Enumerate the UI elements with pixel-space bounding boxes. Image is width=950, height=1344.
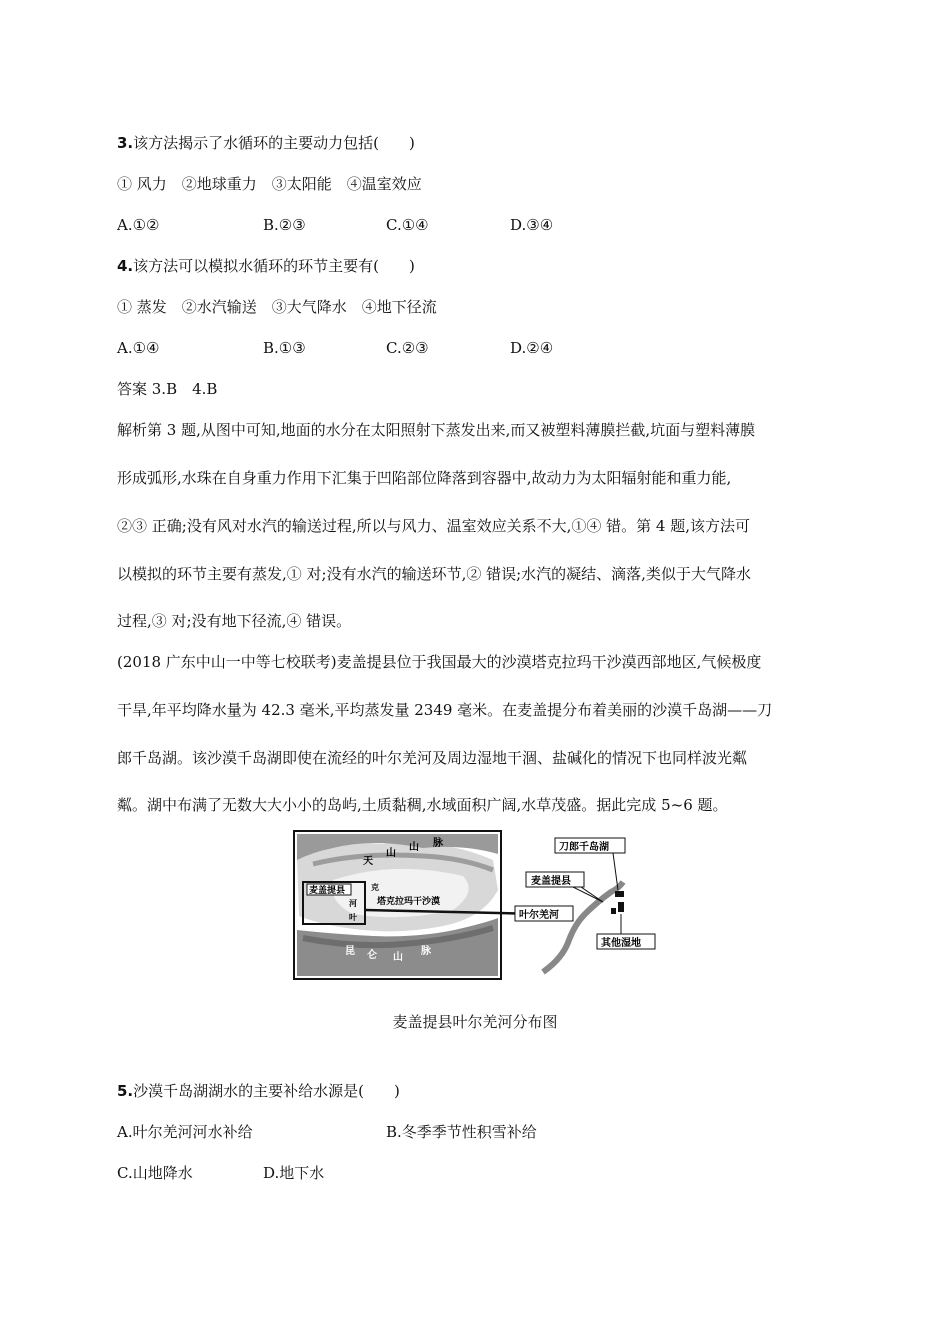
option-c: C.②③ — [386, 339, 429, 357]
question-text: 该方法揭示了水循环的主要动力包括( ) — [133, 134, 415, 152]
analysis-line: 形成弧形,水珠在自身重力作用下汇集于凹陷部位降落到容器中,故动力为太阳辐射能和重力能, — [117, 469, 732, 487]
map-label-tianshan: 山 — [386, 848, 396, 859]
option-d: D.②④ — [510, 339, 554, 357]
question-3 — [117, 133, 415, 153]
map-label-ye: 叶 — [349, 913, 357, 922]
daolang-lake — [615, 891, 624, 897]
option-b: B.冬季季节性积雪补给 — [386, 1123, 537, 1141]
passage-line: 干旱,年平均降水量为 42.3 毫米,平均蒸发量 2349 毫米。在麦盖提分布着美丽的沙漠千岛湖——刀 — [117, 701, 773, 719]
wetland-patch — [618, 902, 624, 912]
map-label-kunlun: 仑 — [367, 950, 377, 961]
question-number: 3. — [117, 134, 134, 152]
option-a: A.叶尔羌河河水补给 — [117, 1123, 253, 1141]
map-label-tianshan: 天 — [363, 856, 373, 867]
map-label-desert: 塔克拉玛干沙漠 — [377, 897, 441, 907]
question-text: 该方法可以模拟水循环的环节主要有( ) — [133, 257, 415, 275]
map-label-daolang: 刀郎千岛湖 — [559, 842, 609, 853]
option-b: B.①③ — [263, 339, 306, 357]
option-a: A.①④ — [117, 339, 160, 357]
option-c: C.山地降水 — [117, 1164, 193, 1182]
question-number: 4. — [117, 257, 134, 275]
question-text: 沙漠千岛湖湖水的主要补给水源是( ) — [133, 1082, 400, 1100]
option-d: D.地下水 — [263, 1164, 325, 1182]
map-label-kunlun: 脉 — [421, 946, 431, 957]
question-4-items: ① 蒸发 ②水汽输送 ③大气降水 ④地下径流 — [117, 298, 437, 316]
map-label-maigaiti: 麦盖提县 — [531, 876, 571, 887]
map-label-tianshan: 山 — [409, 842, 419, 853]
map-label-kunlun: 山 — [393, 952, 403, 963]
map-label-he: 河 — [349, 899, 357, 908]
passage-line: 郎千岛湖。该沙漠千岛湖即使在流经的叶尔羌河及周边湿地干涸、盐碱化的情况下也同样波光粼 — [117, 749, 748, 767]
wetland-patch — [611, 908, 616, 914]
passage-line: 粼。湖中布满了无数大大小小的岛屿,土质黏稠,水域面积广阔,水草茂盛。据此完成 5~6 题。 — [117, 796, 728, 814]
map-label-kunlun: 昆 — [345, 946, 355, 957]
option-d: D.③④ — [510, 216, 554, 234]
callout-pointer — [573, 887, 603, 902]
analysis-line: ②③ 正确;没有风对水汽的输送过程,所以与风力、温室效应关系不大,①④ 错。第 4 题,该方法可 — [117, 517, 750, 535]
option-a: A.①② — [117, 216, 160, 234]
question-number: 5. — [117, 1082, 134, 1100]
analysis-line: 过程,③ 对;没有地下径流,④ 错误。 — [117, 612, 352, 630]
option-c: C.①④ — [386, 216, 429, 234]
option-b: B.②③ — [263, 216, 306, 234]
analysis-line: 解析第 3 题,从图中可知,地面的水分在太阳照射下蒸发出来,而又被塑料薄膜拦截,坑面与塑料薄膜 — [117, 421, 756, 439]
map-label-yerqiang: 叶尔羌河 — [519, 910, 559, 921]
map-label-wetland: 其他湿地 — [601, 938, 641, 949]
map-label-ke: 克 — [371, 883, 379, 892]
analysis-line: 以模拟的环节主要有蒸发,① 对;没有水汽的输送环节,② 错误;水汽的凝结、滴落,类似于大气降水 — [117, 565, 751, 583]
leader-line — [613, 853, 618, 890]
question-4 — [117, 256, 415, 276]
question-3-items: ① 风力 ②地球重力 ③太阳能 ④温室效应 — [117, 175, 422, 193]
answer-line: 答案 3.B 4.B — [117, 380, 218, 398]
map-label-tianshan: 脉 — [433, 838, 443, 849]
figure-caption: 麦盖提县叶尔羌河分布图 — [392, 1013, 558, 1031]
map-figure — [293, 830, 659, 980]
question-5 — [117, 1081, 400, 1101]
passage-line: (2018 广东中山一中等七校联考)麦盖提县位于我国最大的沙漠塔克拉玛干沙漠西部地区,气候极度 — [117, 653, 762, 671]
map-label-maigaiti-small: 麦盖提县 — [309, 886, 346, 896]
yerqiang-river — [543, 882, 623, 972]
